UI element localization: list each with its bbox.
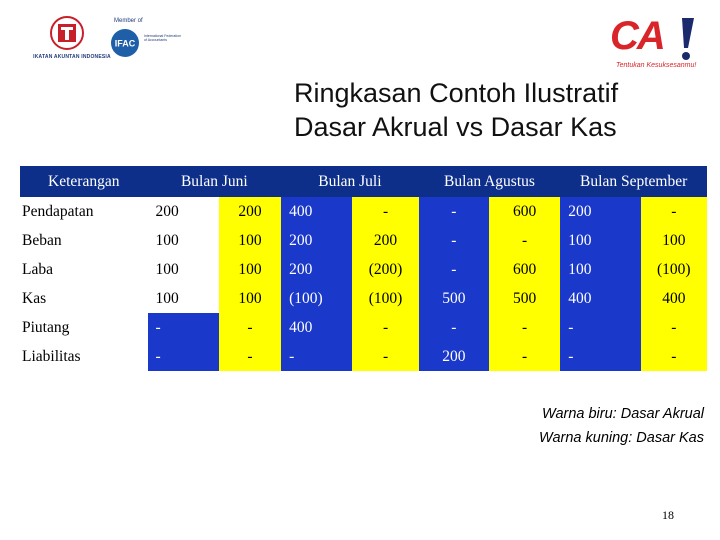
table-header-row	[20, 166, 707, 197]
table-cell: -	[489, 226, 560, 255]
ifac-name: IFAC	[114, 38, 136, 49]
table-cell: -	[641, 313, 707, 342]
table-cell: -	[641, 197, 707, 226]
row-label: Kas	[20, 284, 148, 313]
table-cell: 200	[281, 255, 352, 284]
table-cell: -	[560, 342, 640, 371]
table-cell: 200	[281, 226, 352, 255]
table-cell: -	[489, 313, 560, 342]
ifac-subtitle: International Federation of Accountants	[144, 34, 181, 42]
table-cell: -	[560, 313, 640, 342]
table-cell: -	[352, 342, 418, 371]
table-cell: 200	[352, 226, 418, 255]
iai-logo	[22, 14, 122, 66]
legend-blue: Warna biru: Dasar Akrual	[542, 406, 704, 422]
title-line-2: Dasar Akrual vs Dasar Kas	[294, 112, 617, 142]
table-cell: 100	[219, 284, 281, 313]
table-cell: (100)	[281, 284, 352, 313]
table-cell: 100	[560, 226, 640, 255]
color-legend	[488, 402, 704, 450]
row-label: Liabilitas	[20, 342, 148, 371]
table-cell: (200)	[352, 255, 418, 284]
title-line-1: Ringkasan Contoh Ilustratif	[294, 78, 619, 108]
table-cell: 500	[489, 284, 560, 313]
table-cell: -	[489, 342, 560, 371]
table-cell: 400	[281, 197, 352, 226]
table-cell: 400	[560, 284, 640, 313]
page-title	[294, 76, 618, 144]
ifac-logo	[108, 18, 188, 58]
table-cell: 100	[560, 255, 640, 284]
table-cell: -	[352, 313, 418, 342]
ca-tagline: Tentukan Kesuksesanmu!	[616, 62, 697, 69]
table-cell: 100	[148, 284, 219, 313]
exclamation-icon	[676, 18, 696, 62]
header-juni: Bulan Juni	[148, 166, 282, 197]
table-cell: 200	[419, 342, 489, 371]
table-cell: (100)	[641, 255, 707, 284]
iai-caption: IKATAN AKUNTAN INDONESIA	[33, 54, 111, 60]
header-september: Bulan September	[560, 166, 707, 197]
table-cell: 100	[148, 255, 219, 284]
table-cell: 100	[219, 255, 281, 284]
table-row	[20, 284, 707, 313]
iai-emblem-icon	[50, 16, 84, 50]
row-label: Pendapatan	[20, 197, 148, 226]
ca-wordmark: CA	[610, 14, 664, 58]
comparison-table	[20, 166, 707, 371]
table-cell: (100)	[352, 284, 418, 313]
header-keterangan: Keterangan	[20, 166, 148, 197]
table-cell: -	[419, 197, 489, 226]
page-number: 18	[662, 508, 674, 522]
header-juli: Bulan Juli	[281, 166, 419, 197]
table-cell: -	[419, 226, 489, 255]
table-cell: 400	[641, 284, 707, 313]
table-cell: -	[419, 313, 489, 342]
table-cell: 600	[489, 255, 560, 284]
ifac-emblem-icon	[110, 28, 140, 58]
table-cell: 100	[219, 226, 281, 255]
table-cell: 100	[641, 226, 707, 255]
legend-yellow: Warna kuning: Dasar Kas	[539, 430, 704, 446]
table-cell: 100	[148, 226, 219, 255]
table-cell: 600	[489, 197, 560, 226]
table-row	[20, 342, 707, 371]
table-cell: -	[419, 255, 489, 284]
table-cell: -	[352, 197, 418, 226]
row-label: Beban	[20, 226, 148, 255]
table-cell: -	[641, 342, 707, 371]
header-agustus: Bulan Agustus	[419, 166, 561, 197]
table-row	[20, 255, 707, 284]
table-row	[20, 226, 707, 255]
table-cell: -	[281, 342, 352, 371]
table-cell: -	[219, 342, 281, 371]
table-cell: 400	[281, 313, 352, 342]
table-cell: -	[148, 313, 219, 342]
table-cell: -	[219, 313, 281, 342]
table-cell: -	[148, 342, 219, 371]
row-label: Piutang	[20, 313, 148, 342]
table-row	[20, 197, 707, 226]
table-cell: 200	[560, 197, 640, 226]
table-cell: 200	[148, 197, 219, 226]
ca-logo	[606, 14, 706, 76]
table-cell: 500	[419, 284, 489, 313]
table-cell: 200	[219, 197, 281, 226]
ifac-member-label: Member of	[114, 18, 143, 24]
row-label: Laba	[20, 255, 148, 284]
table-row	[20, 313, 707, 342]
